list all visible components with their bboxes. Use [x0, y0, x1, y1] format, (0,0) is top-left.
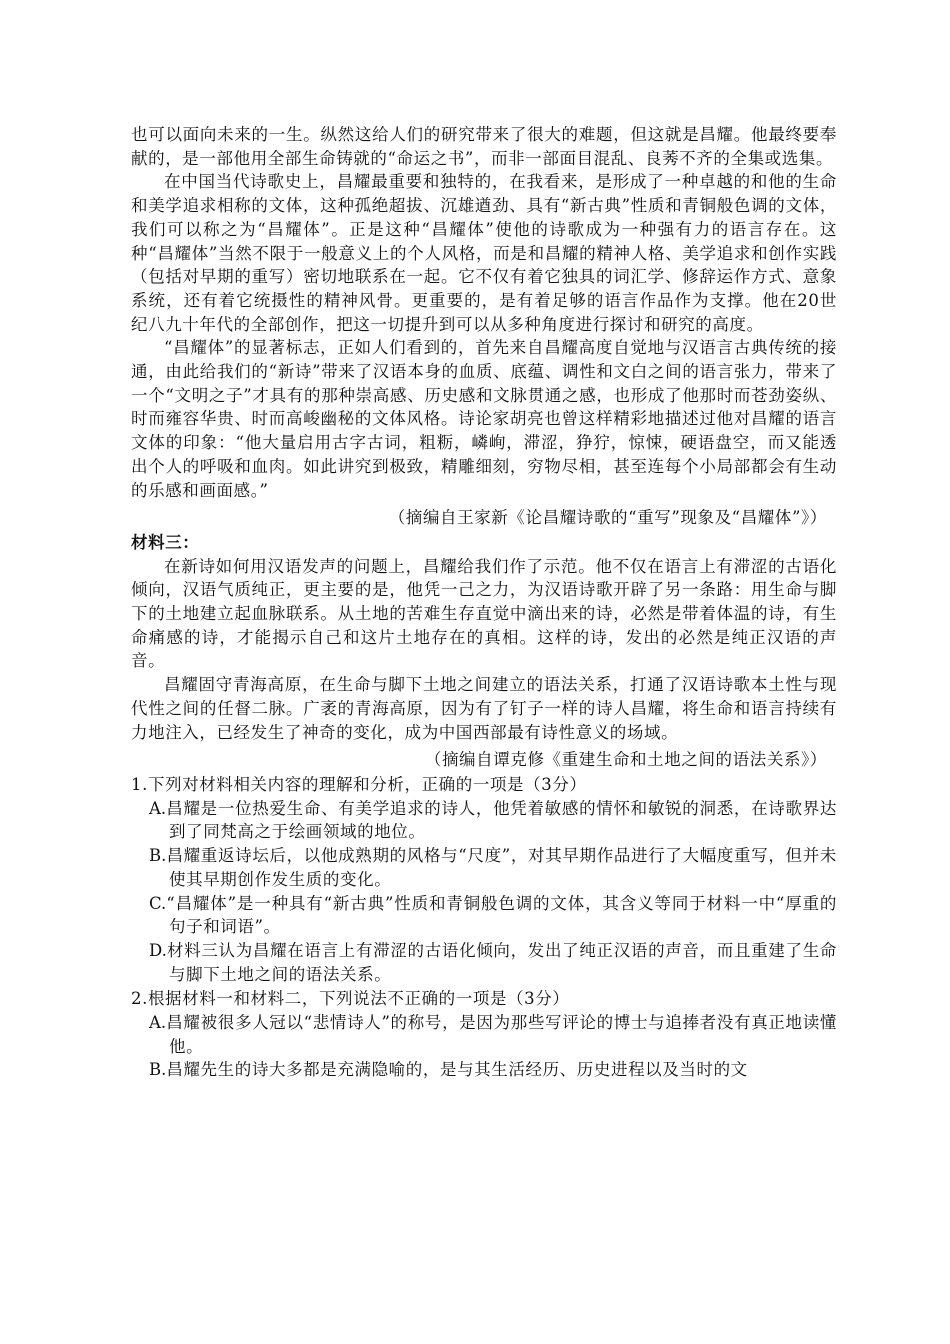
paragraph: 在中国当代诗歌史上，昌耀最重要和独特的，在我看来，是形成了一种卓越的和他的生命和美学追求相称的文体，这种孤绝超拔、沉雄遒劲、具有“新古典”性质和青铜般色调的文体，我们可以称之为“昌耀体”。正是这种“昌耀体”使他的诗歌成为一种强有力的语言存在。这种“昌耀体”当然不限于一般意义上的个人风格，而是和昌耀的精神人格、美学追求和创作实践（包括对早期的重写）密切地联系在一起。它不仅有着它独具的词汇学、修辞运作方式、意象系统，还有着它统摄性的精神风骨。更重要的，是有着足够的语言作品作为支撑。他在20世纪八九十年代的全部创作，把这一切提升到可以从多种角度进行探讨和研究的高度。 — [131, 172, 837, 334]
option-d[interactable] — [131, 939, 837, 986]
option-b[interactable] — [131, 844, 837, 891]
option-label: B. — [149, 1060, 167, 1080]
paragraph: 也可以面向未来的一生。纵然这给人们的研究带来了很大的难题，但这就是昌耀。他最终要奉献的，是一部他用全部生命铸就的“命运之书”，而非一部面目混乱、良莠不齐的全集或选集。 — [131, 125, 837, 168]
paragraph: 在新诗如何用汉语发声的问题上，昌耀给我们作了示范。他不仅在语言上有滞涩的古语化倾向，汉语气质纯正，更主要的是，他凭一己之力，为汉语诗歌开辟了另一条路：用生命与脚下的土地建立起血脉联系。从土地的苦难生存直觉中滴出来的诗，必然是带着体温的诗，有生命痛感的诗，才能揭示自己和这片土地存在的真相。这样的诗，发出的必然是纯正汉语的声音。 — [131, 556, 837, 671]
question-stem: 1.下列对材料相关内容的理解和分析，正确的一项是（3分） — [131, 774, 587, 794]
option-label: D. — [149, 940, 167, 960]
option-label: A. — [149, 1013, 167, 1033]
option-text: 材料三认为昌耀在语言上有滞涩的古语化倾向，发出了纯正汉语的声音，而且重建了生命与脚下土地之间的语法关系。 — [166, 940, 837, 984]
source-citation: （摘编自谭克修《重建生命和土地之间的语法关系》） — [424, 750, 827, 770]
option-c[interactable] — [131, 892, 837, 939]
source-citation: （摘编自王家新《论昌耀诗歌的“重写”现象及“昌耀体”》） — [388, 508, 827, 528]
paragraph: “昌耀体”的显著标志，正如人们看到的，首先来自昌耀高度自觉地与汉语言古典传统的接通，由此给我们的“新诗”带来了汉语本身的血质、底蕴、调性和文白之间的语言张力，带来了一个“文明之子”才具有的那种崇高感、历史感和文脉贯通之感，也形成了他那时而苍劲姿纵、时而雍容华贵、时而高峻幽秘的文体风格。诗论家胡亮也曾这样精彩地描述过他对昌耀的语言文体的印象：“他大量启用古字古词，粗粝，嶙峋，滞涩，狰狞，惊悚，硬语盘空，而又能透出个人的呼吸和血肉。如此讲究到极致，精雕细刻，穷物尽相，甚至连每个小局部都会有生动的乐感和画面感。” — [131, 338, 837, 500]
option-a[interactable] — [131, 797, 837, 844]
exam-page — [131, 123, 837, 1082]
option-text: 昌耀重返诗坛后，以他成熟期的风格与“尺度”，对其早期作品进行了大幅度重写，但并未使其早期创作发生质的变化。 — [166, 846, 837, 889]
option-label: B. — [149, 846, 167, 866]
option-a[interactable] — [131, 1011, 837, 1058]
question-stem: 2.根据材料一和材料二，下列说法不正确的一项是（3分） — [131, 989, 570, 1009]
option-label: A. — [149, 798, 167, 818]
option-text: 昌耀先生的诗大多都是充满隐喻的，是与其生活经历、历史进程以及当时的文 — [166, 1060, 748, 1080]
question-2 — [131, 987, 837, 1082]
option-label: C. — [149, 893, 167, 913]
option-text: 昌耀是一位热爱生命、有美学追求的诗人，他凭着敏感的情怀和敏锐的洞悉，在诗歌界达到了同梵高之于绘画领域的地位。 — [166, 798, 837, 842]
option-b[interactable] — [131, 1058, 837, 1082]
section-heading: 材料三： — [131, 532, 200, 552]
option-text: 昌耀被很多人冠以“悲情诗人”的称号，是因为那些写评论的博士与追捧者没有真正地读懂他。 — [166, 1013, 837, 1056]
option-text: “昌耀体”是一种具有“新古典”性质和青铜般色调的文体，其含义等同于材料一中“厚重的句子和词语”。 — [166, 893, 837, 937]
paragraph: 昌耀固守青海高原，在生命与脚下土地之间建立的语法关系，打通了汉语诗歌本土性与现代性之间的任督二脉。广袤的青海高原，因为有了钉子一样的诗人昌耀，将生命和语言持续有力地注入，已经发生了神奇的变化，成为中国西部最有诗性意义的场域。 — [131, 675, 837, 742]
question-1 — [131, 773, 837, 986]
